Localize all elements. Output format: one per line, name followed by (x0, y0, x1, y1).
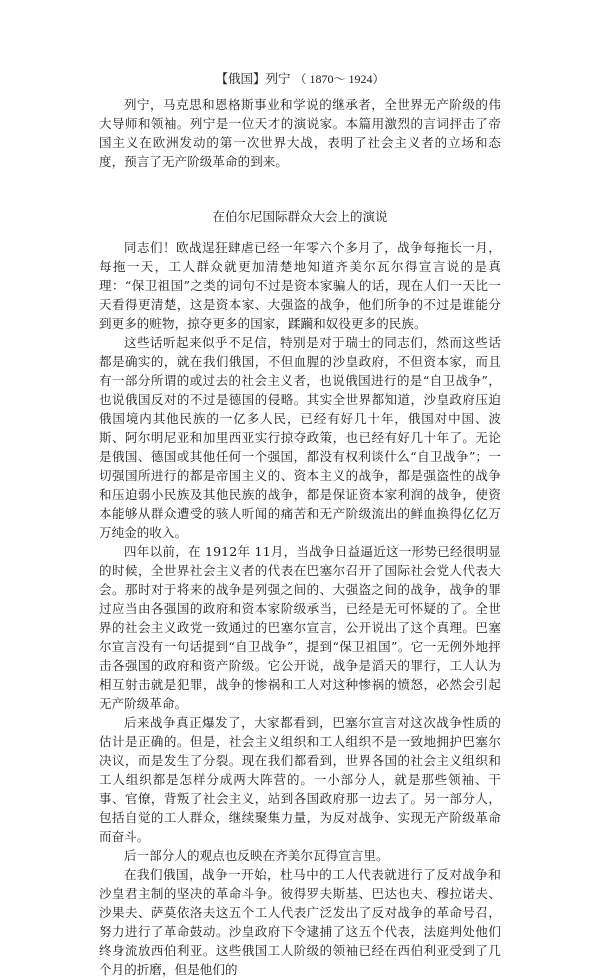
speech-paragraph-2: 这些话听起来似乎不足信，特别是对于瑞士的同志们，然而这些话都是确实的，就在我们俄国，不但血腥的沙皇政府，不但资本家，而且有一部分所谓的或过去的社会主义者，也说俄国进行的是“自卫战争”，也说俄国反对的不过是德国的侵略。其实全世界都知道，沙皇政府压迫俄国境内其他民族的一亿多人民，已经有好几十年，俄国对中国、波斯、阿尔明尼亚和加里西亚实行掠夺政策，也已经有好几十年了。无论是俄国、德国或其他任何一个强国，都没有权利谈什么“自卫战争”；一切强国所进行的都是帝国主义的、资本主义的战争，都是强盗性的战争和压迫弱小民族及其他民族的战争，都是保证资本家利润的战争，使资本能够从群众遭受的骇人听闻的痛苦和无产阶级流出的鲜血换得亿亿万万纯金的收入。 (99, 335, 501, 540)
speech-paragraph-3: 四年以前，在 1912年 11月，当战争日益逼近这一形势已经很明显的时候，全世界社会主义者的代表在巴塞尔召开了国际社会党人代表大会。那时对于将来的战争是列强之间的、大强盗之间的战争，战争的罪过应当由各强国的政府和资本家阶级承当，已经是无可怀疑的了。全世界的社会主义政党一致通过的巴塞尔宣言，公开说出了这个真理。巴塞尔宣言没有一句话提到“自卫战争”，提到“保卫祖国”。它一无例外地抨击各强国的政府和资产阶级。它公开说，战争是滔天的罪行，工人认为相互射击就是犯罪，战争的惨祸和工人对这种惨祸的愤怒，必然会引起无产阶级革命。 (99, 544, 501, 711)
speech-body (99, 238, 501, 979)
author-years: （ 1870～ 1924） (294, 72, 385, 86)
speech-paragraph-4: 后来战争真正爆发了，大家都看到，巴塞尔宣言对这次战争性质的估计是正确的。但是，社会主义组织和工人组织不是一致地拥护巴塞尔决议，而是发生了分裂。现在我们都看到，世界各国的社会主义组织和工人组织都是怎样分成两大阵营的。一小部分人，就是那些领袖、干事、官僚，背叛了社会主义，站到各国政府那一边去了。另一部分人，包括自觉的工人群众，继续聚集力量，为反对战争、实现无产阶级革命而奋斗。 (99, 715, 501, 844)
speech-paragraph-5: 后一部分人的观点也反映在齐美尔瓦得宣言里。 (124, 848, 389, 863)
intro-paragraph: 列宁，马克思和恩格斯事业和学说的继承者，全世界无产阶级的伟大导师和领袖。列宁是一位天才的演说家。本篇用激烈的言词抨击了帝国主义在欧洲发动的第一次世界大战，表明了社会主义者的立场和态度，预言了无产阶级革命的到来。 (99, 97, 501, 169)
author-label: 【俄国】列宁 (215, 71, 291, 86)
speech-paragraph-6: 在我们俄国，战争一开始，杜马中的工人代表就进行了反对战争和沙皇君主制的坚决的革命斗争。彼得罗夫斯基、巴达也夫、穆拉诺夫、沙果夫、萨莫依洛夫这五个工人代表广泛发出了反对战争的革命号召，努力进行了革命鼓动。沙皇政府下令逮捕了这五个代表，法庭判处他们终身流放西伯利亚。这些俄国工人阶级的领袖已经在西伯利亚受到了几个月的折磨，但是他们的 (99, 867, 501, 977)
speech-title: 在伯尔尼国际群众大会上的演说 (212, 209, 388, 224)
author-intro (99, 95, 501, 171)
speech-paragraph-1: 同志们！欧战逞狂肆虐已经一年零六个多月了，战争每拖长一月，每拖一天，工人群众就更加清楚地知道齐美尔瓦尔得宣言说的是真理：“保卫祖国”之类的词句不过是资本家骗人的话，现在人们一天比一天看得更清楚，这是资本家、大强盗的战争，他们所争的不过是谁能分到更多的赃物，掠夺更多的国家，蹂躏和奴役更多的民族。 (99, 240, 501, 331)
author-header (0, 70, 600, 88)
